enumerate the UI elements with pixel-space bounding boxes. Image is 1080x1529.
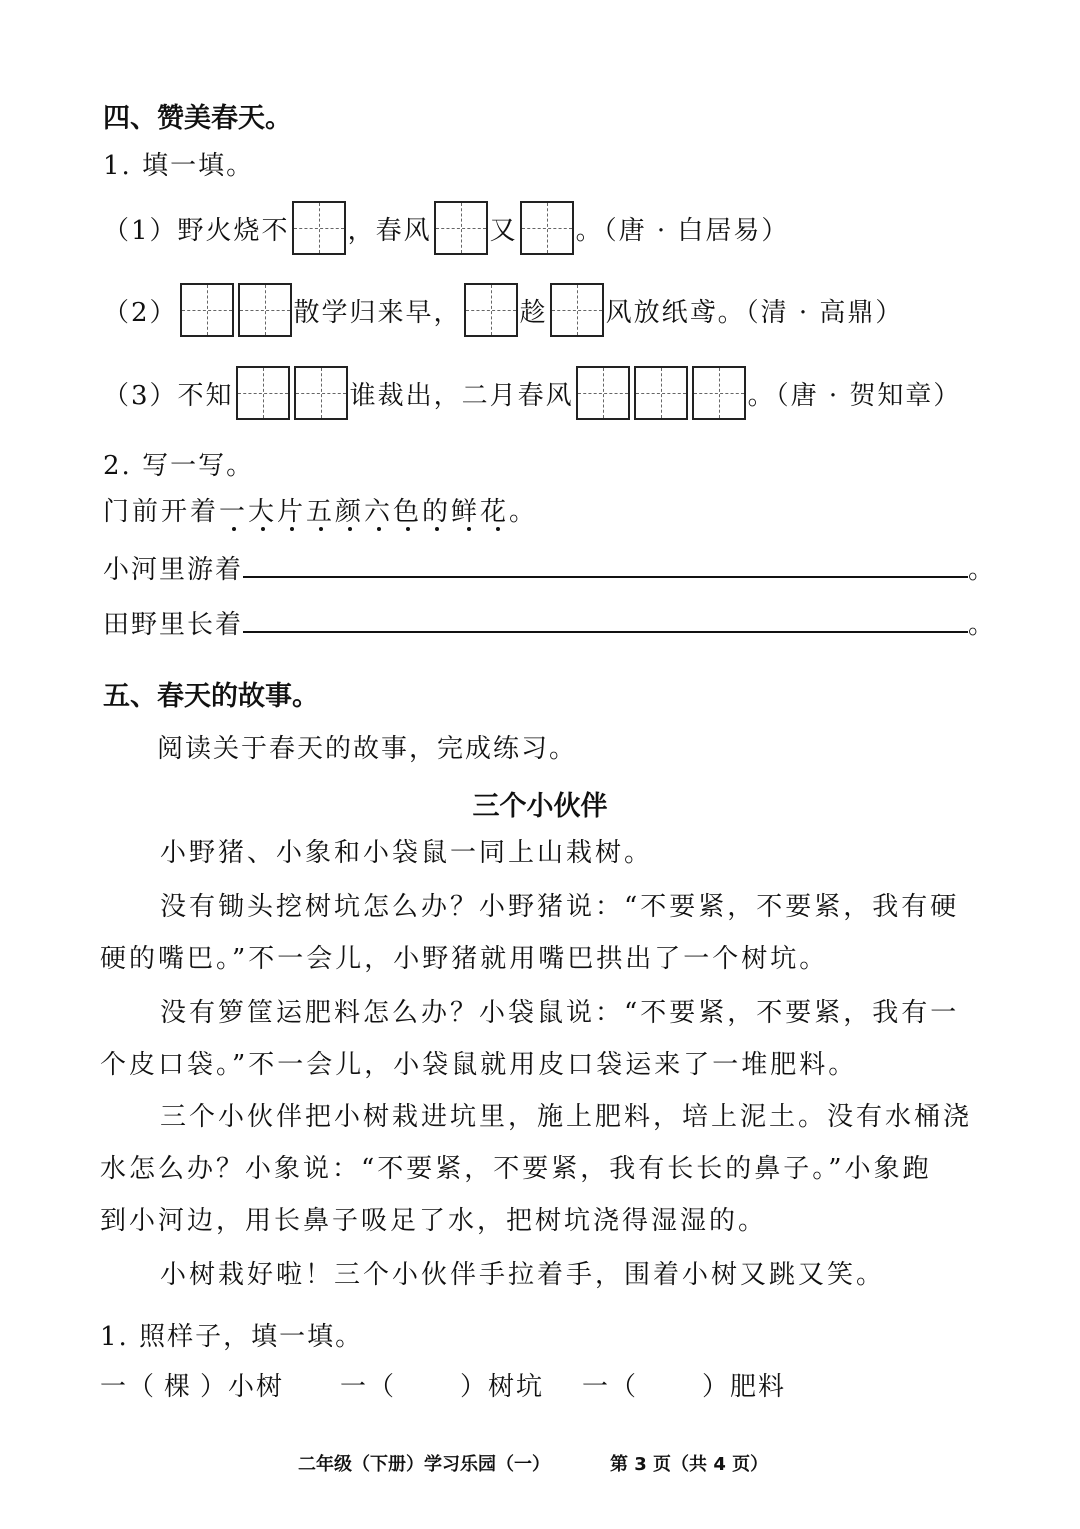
period: 。 [968, 555, 997, 585]
poem-text: 谁裁出，二月春风 [349, 380, 574, 411]
answer-box[interactable] [520, 201, 574, 255]
poem-source: 。（唐 · 白居易） [575, 215, 790, 246]
measure-word-item-2 [340, 1366, 544, 1403]
write-line-1 [103, 549, 996, 586]
story-paragraph: 硬的嘴巴。”不一会儿，小野猪就用嘴巴拱出了一个树坑。 [100, 944, 829, 974]
prompt-text: 小河里游着 [103, 555, 244, 585]
emphasis-dot [435, 527, 439, 531]
answer-box[interactable] [634, 366, 688, 420]
footer-book-title: 二年级（下册）学习乐园（一） [298, 1454, 550, 1475]
paren-close-text: ）小树 [200, 1372, 285, 1402]
footer-page-number: 第 3 页（共 4 页） [610, 1454, 769, 1475]
example-answer: 棵 [164, 1372, 193, 1402]
paren-close-text: ）树坑 [460, 1372, 545, 1402]
story-paragraph: 水怎么办？小象说：“不要紧，不要紧，我有长长的鼻子。”小象跑 [100, 1154, 932, 1184]
section-title-5: 五、春天的故事。 [103, 681, 319, 712]
reading-intro: 阅读关于春天的故事，完成练习。 [157, 734, 578, 764]
emphasis-dot [232, 527, 236, 531]
story-paragraph: 小树栽好啦！三个小伙伴手拉着手，围着小树又跳又笑。 [160, 1260, 886, 1290]
answer-box[interactable] [180, 283, 234, 337]
measure-word-item-3 [582, 1366, 786, 1403]
item-number: （2） [103, 297, 178, 328]
story-paragraph: 到小河边，用长鼻子吸足了水，把树坑浇得湿湿的。 [100, 1206, 768, 1236]
emphasis-dot [319, 527, 323, 531]
poem-text: 趁 [519, 297, 548, 328]
question-1-label: 1. 填一填。 [103, 151, 255, 181]
emphasis-dot [496, 527, 500, 531]
emphasis-dot [406, 527, 410, 531]
write-line-2 [103, 604, 996, 641]
story-paragraph: 个皮口袋。”不一会儿，小袋鼠就用皮口袋运来了一堆肥料。 [100, 1050, 858, 1080]
paren-open: 一（ [582, 1372, 639, 1402]
answer-box[interactable] [292, 201, 346, 255]
emphasis-dot [261, 527, 265, 531]
item-number: （3） [103, 380, 178, 411]
story-title: 三个小伙伴 [472, 791, 608, 822]
poem-text: 散学归来早， [293, 297, 462, 328]
prompt-text: 田野里长着 [103, 610, 244, 640]
story-paragraph: 没有锄头挖树坑怎么办？小野猪说：“不要紧，不要紧，我有硬 [160, 892, 960, 922]
example-sentence: 门前开着一大片五颜六色的鲜花。 [103, 497, 539, 527]
poem-line-2 [103, 283, 903, 337]
paren-open: 一（ [100, 1372, 157, 1402]
emphasis-dot [290, 527, 294, 531]
paren-open: 一（ [340, 1372, 397, 1402]
poem-source: 。（唐 · 贺知章） [747, 380, 962, 411]
poem-text: ，春风 [347, 215, 432, 246]
answer-box[interactable] [236, 366, 290, 420]
measure-word-item-1 [100, 1366, 284, 1403]
story-paragraph: 三个小伙伴把小树栽进坑里，施上肥料，培上泥土。没有水桶浇 [160, 1102, 973, 1132]
question-2-label: 2. 写一写。 [103, 451, 255, 481]
emphasis-dot [377, 527, 381, 531]
emphasis-dot [467, 527, 471, 531]
poem-text: 不知 [177, 380, 234, 411]
answer-box[interactable] [550, 283, 604, 337]
question-5-1-label: 1. 照样子，填一填。 [100, 1322, 364, 1352]
poem-text: 野火烧不 [177, 215, 290, 246]
paren-close-text: ）肥料 [702, 1372, 787, 1402]
poem-line-1 [103, 201, 789, 255]
answer-box[interactable] [464, 283, 518, 337]
answer-line[interactable] [243, 552, 968, 578]
poem-source: 风放纸鸢。（清 · 高鼎） [605, 297, 904, 328]
poem-text: 又 [489, 215, 518, 246]
emphasis-dot [348, 527, 352, 531]
answer-box[interactable] [434, 201, 488, 255]
period: 。 [968, 610, 997, 640]
story-paragraph: 没有箩筐运肥料怎么办？小袋鼠说：“不要紧，不要紧，我有一 [160, 998, 960, 1028]
poem-line-3 [103, 366, 961, 420]
section-title-4: 四、赞美春天。 [103, 103, 292, 134]
answer-box[interactable] [238, 283, 292, 337]
answer-box[interactable] [692, 366, 746, 420]
story-paragraph: 小野猪、小象和小袋鼠一同上山栽树。 [160, 838, 654, 868]
answer-box[interactable] [294, 366, 348, 420]
answer-line[interactable] [243, 607, 968, 633]
item-number: （1） [103, 215, 178, 246]
answer-box[interactable] [576, 366, 630, 420]
